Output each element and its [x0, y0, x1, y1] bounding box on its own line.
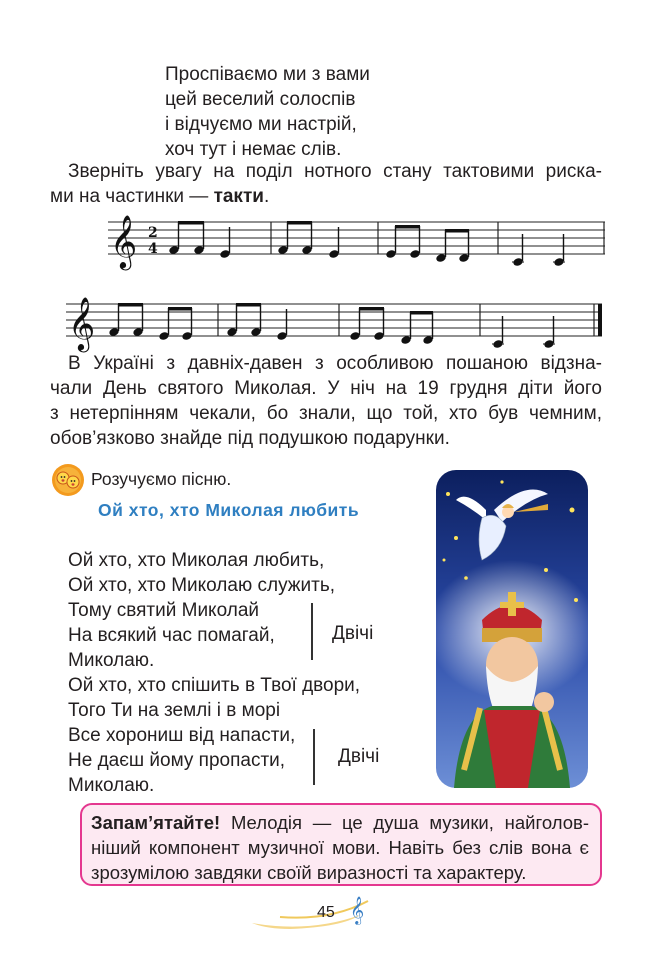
repeat-label: Двічі [332, 623, 374, 644]
text: . [263, 186, 270, 207]
measures-paragraph [50, 159, 602, 209]
paragraph-line: з нетерпінням чекали, бо знали, що той, хто був чемним, [50, 403, 602, 424]
page-number: 45 [317, 904, 335, 921]
remember-box [80, 803, 602, 886]
st-nicholas-paragraph [50, 351, 602, 451]
verse-line: Миколаю. [68, 650, 155, 671]
verse-2 [68, 673, 360, 798]
verse-line: На всякий час помагай, [68, 625, 275, 646]
paragraph-line: Зверніть увагу на поділ нотного стану тактовими риска- [68, 161, 602, 182]
verse-line: Того Ти на землі і в морі [68, 700, 281, 721]
singing-faces-icon [49, 463, 87, 497]
poem-line: цей веселий солоспів [165, 89, 356, 110]
paragraph-line: обов’язково знайде під подушкою подарунки. [50, 428, 450, 449]
poem-line: хоч тут і немає слів. [165, 139, 342, 160]
verse-line: Все хорониш від напасти, [68, 725, 296, 746]
text: ми на частинки — [50, 186, 214, 207]
treble-clef-page-icon: 𝄞 [350, 896, 365, 924]
poem-line: Проспіваємо ми з вами [165, 64, 370, 85]
remember-line: зрозумілою завдяки своїй виразності та характеру. [91, 862, 527, 883]
term-takty: такти [213, 186, 264, 207]
verse-line: Миколаю. [68, 775, 155, 796]
remember-line [91, 810, 589, 835]
paragraph-line: В Україні з давніх-давен з особливою пошаною відзна- [68, 353, 602, 374]
repeat-bracket [311, 603, 313, 660]
verse-line: Тому святий Миколай [68, 600, 260, 621]
repeat-label: Двічі [338, 746, 380, 767]
remember-heading: Запам’ятайте! [91, 812, 221, 833]
repeat-bracket [313, 729, 315, 785]
paragraph-line: чали День святого Миколая. У ніч на 19 грудня діти його [50, 378, 602, 399]
poem-line: і відчуємо ми настрій, [165, 114, 357, 135]
verse-line: Ой хто, хто Миколаю служить, [68, 575, 335, 596]
remember-line: ніший компонент музичної мови. Навіть без слів вона є [91, 837, 589, 858]
music-staff-2 [66, 293, 608, 355]
verse-line: Ой хто, хто Миколая любить, [68, 550, 325, 571]
paragraph-line [50, 184, 602, 209]
st-nicholas-illustration [436, 470, 588, 788]
verse-line: Не даєш йому пропасти, [68, 750, 286, 771]
text: Мелодія — це душа музики, найголов- [220, 812, 589, 833]
song-title: Ой хто, хто Миколая любить [98, 500, 360, 520]
time-signature-bottom: 4 [148, 241, 158, 257]
verse-line: Ой хто, хто спішить в Твої двори, [68, 675, 361, 696]
remember-text [91, 810, 589, 885]
learn-song-label: Розучуємо пісню. [91, 469, 232, 489]
time-signature-top: 2 [148, 225, 158, 241]
verse-1 [68, 548, 335, 673]
treble-clef-icon: 𝄞 [110, 214, 138, 268]
music-staff-1 [108, 213, 608, 273]
intro-poem [165, 62, 370, 162]
treble-clef-icon: 𝄞 [68, 296, 96, 350]
